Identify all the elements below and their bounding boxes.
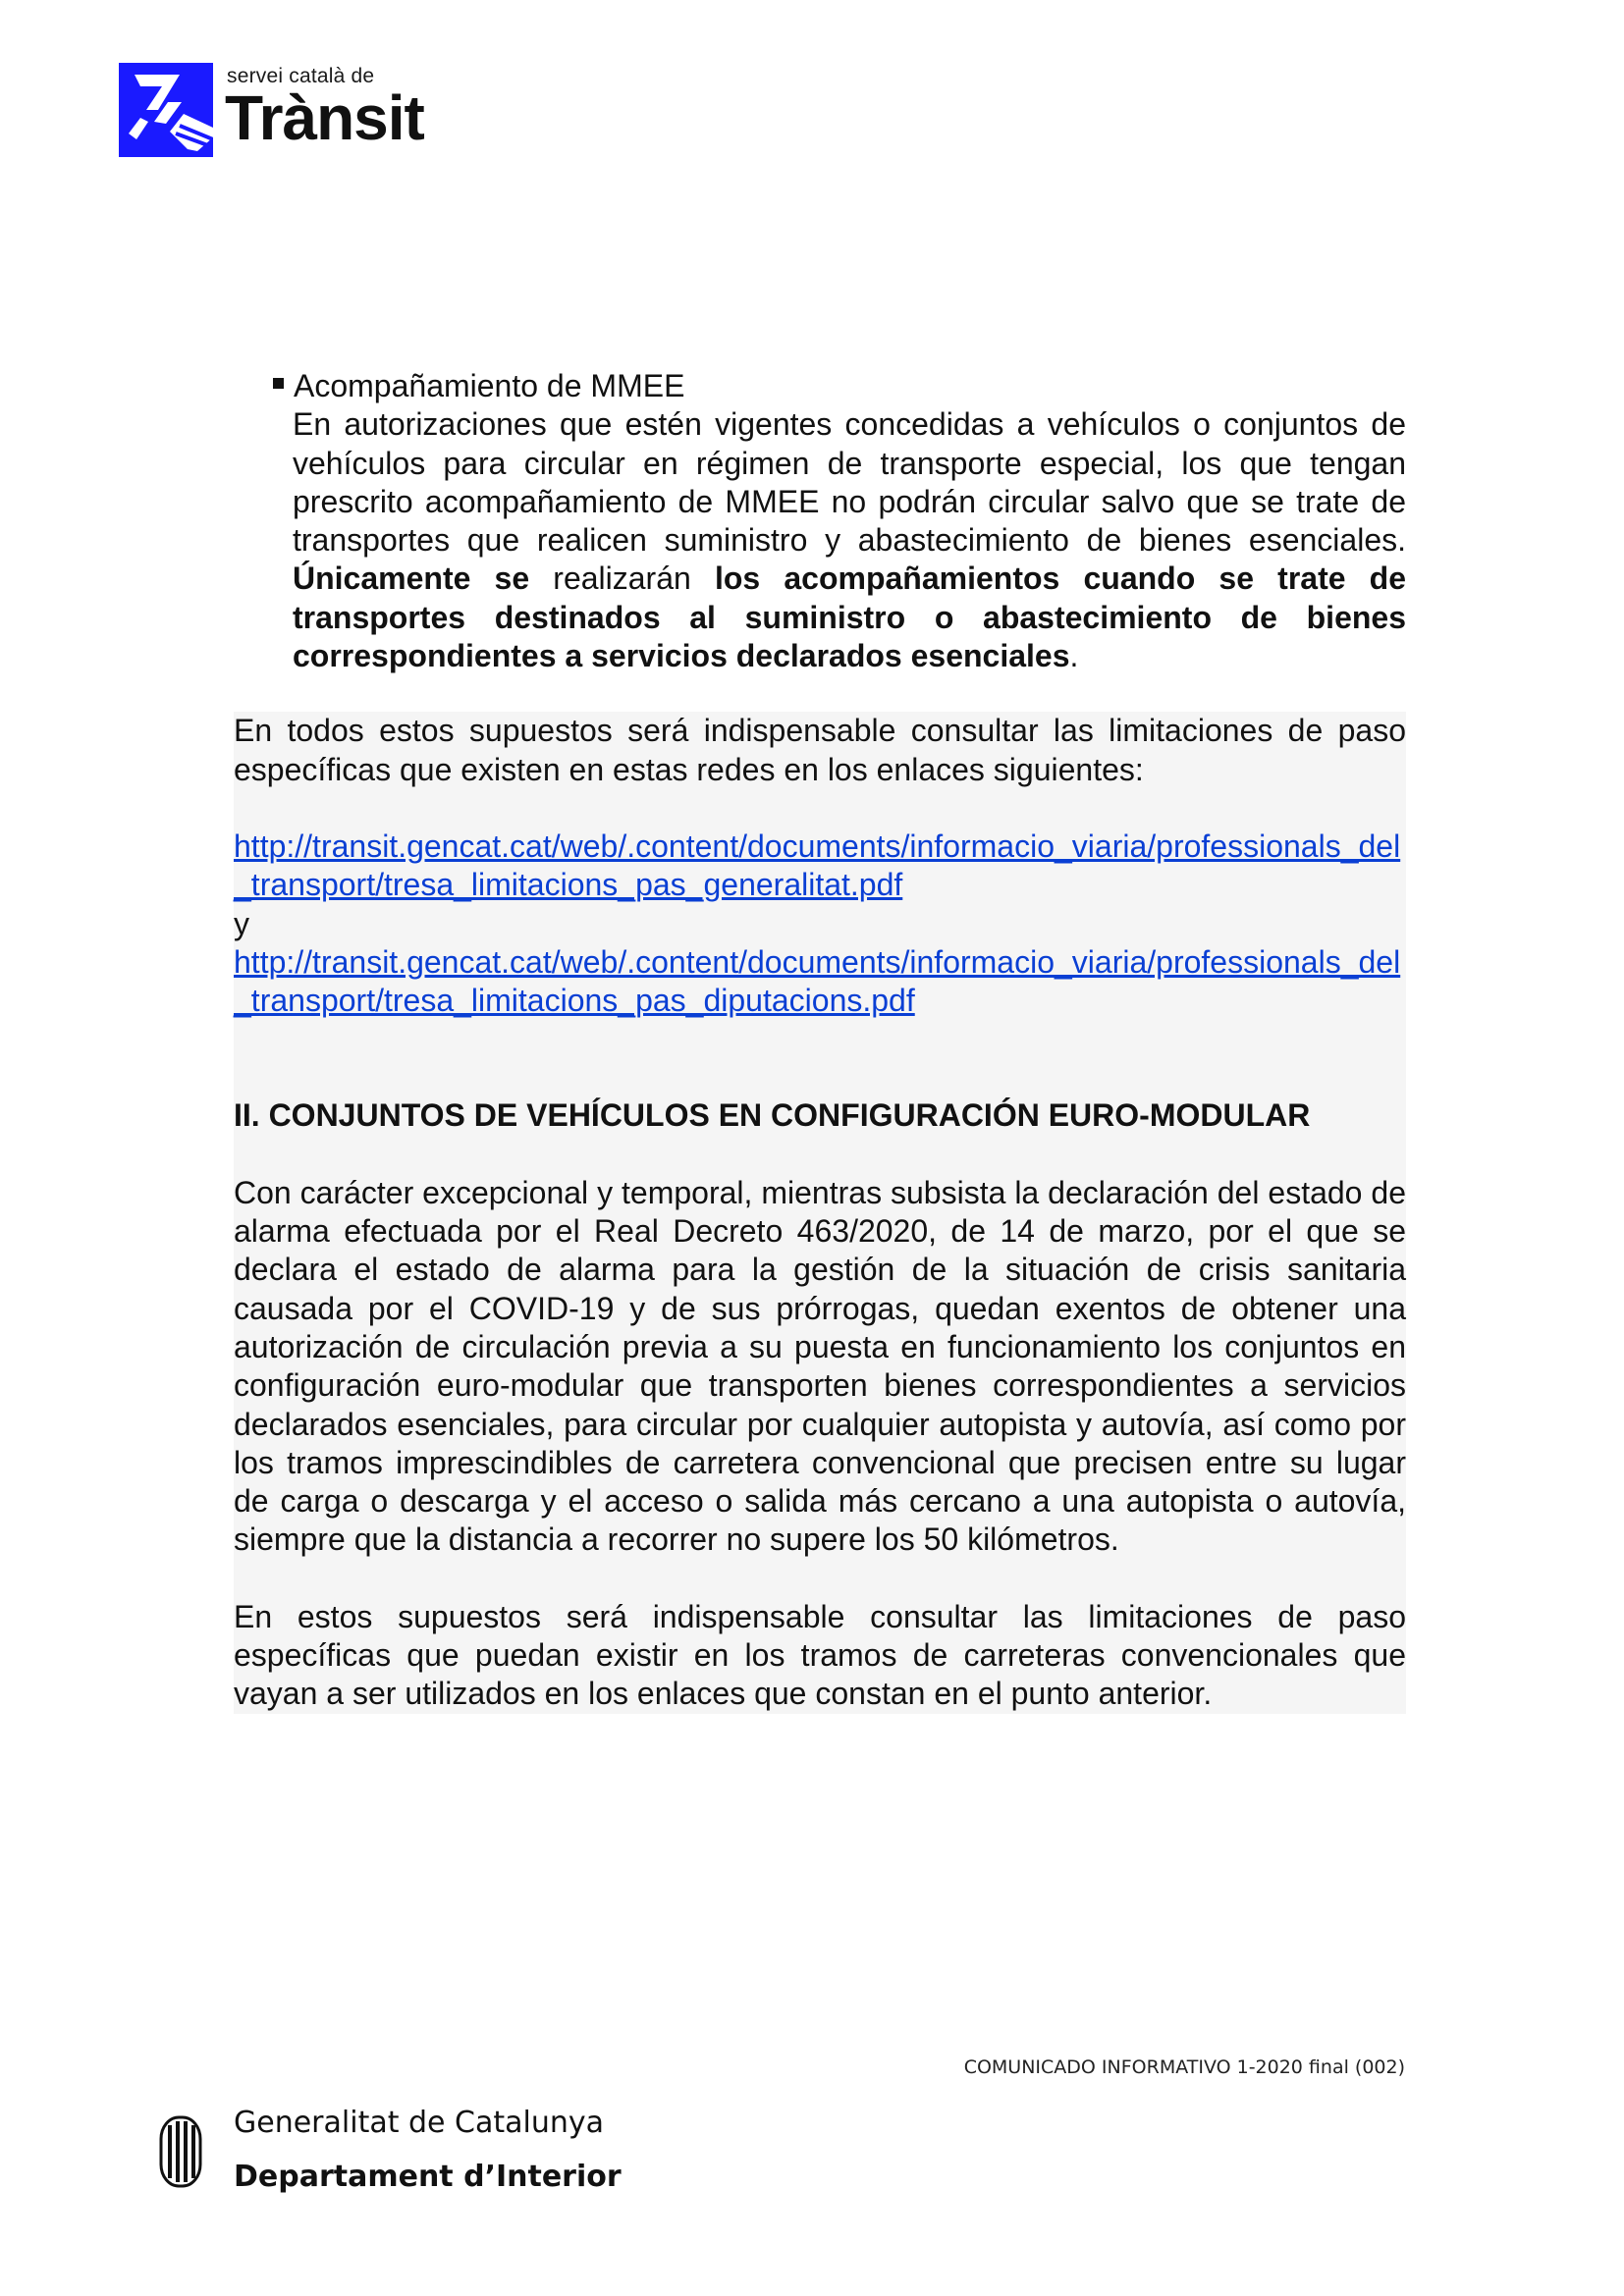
logo-title: Trànsit <box>225 82 424 153</box>
spacer <box>234 1560 1406 1598</box>
footer-government: Generalitat de Catalunya <box>234 2106 605 2140</box>
document-body <box>234 367 1406 1714</box>
bullet-text-plain: En autorizaciones que estén vigentes concedidas a vehículos o conjuntos de vehículos para circular en régimen de transporte especial, los que tengan prescrito acompañamiento de MMEE no podrán circular salvo que se trate de transportes que realicen suministro y abastecimiento de bienes esenciales. <box>293 406 1406 559</box>
bullet-text-end: . <box>1069 638 1079 674</box>
bullet-title-text: Acompañamiento de MMEE <box>294 368 685 403</box>
limits-paragraph: En todos estos supuestos será indispensable consultar las limitaciones de paso específicas que existen en estas redes en los enlaces siguientes: <box>234 713 1406 787</box>
shaded-block <box>234 712 1406 1713</box>
spacer <box>234 1136 1406 1174</box>
link-diputacions[interactable]: http://transit.gencat.cat/web/.content/documents/informacio_viaria/professionals_del_transport/tresa_limitacions_pas_diputacions.pdf <box>234 943 1401 1019</box>
bullet-text-bold-1: Únicamente se <box>293 561 530 597</box>
transit-logo <box>119 63 462 157</box>
transit-logo-icon <box>119 63 213 157</box>
spacer <box>234 675 1406 712</box>
generalitat-seal-icon <box>159 2115 202 2188</box>
links-connector: y <box>234 905 249 941</box>
logo-subtitle: servei català de <box>227 65 375 87</box>
spacer <box>234 789 1406 828</box>
bullet-text-bold-2: los acompañamientos cuando se trate de transportes destinados al suministro o abastecimiento de bienes correspondientes a servicios declarados esenciales <box>293 561 1407 674</box>
link-generalitat[interactable]: http://transit.gencat.cat/web/.content/documents/informacio_viaria/professionals_del_transport/tresa_limitacions_pas_generalitat.pdf <box>234 828 1401 903</box>
bullet-text-plain-2: realizarán <box>529 561 715 597</box>
document-reference: COMUNICADO INFORMATIVO 1-2020 final (002) <box>963 2056 1405 2078</box>
spacer <box>234 1020 1406 1096</box>
footer-department: Departament d’Interior <box>234 2160 622 2194</box>
section-paragraph: Con carácter excepcional y temporal, mientras subsista la declaración del estado de alarma efectuada por el Real Decreto 463/2020, de 14 de marzo, por el que se declara el estado de alarma para la gestión de la situación de crisis sanitaria causada por el COVID-19 y de sus prórrogas, quedan exentos de obtener una autorización de circulación previa a su puesta en funcionamiento los conjuntos en configuración euro-modular que transporten bienes correspondientes a servicios declarados esenciales, para circular por cualquier autopista y autovía, así como por los tramos imprescindibles de carretera convencional que precisen entre su lugar de carga o descarga y el acceso o salida más cercano a una autopista o autovía, siempre que la distancia a recorrer no supere los 50 kilómetros. <box>234 1174 1406 1558</box>
square-bullet-icon <box>273 378 284 389</box>
links-block <box>234 828 1406 1020</box>
bullet-paragraph <box>293 405 1406 675</box>
closing-paragraph: En estos supuestos será indispensable consultar las limitaciones de paso específicas que puedan existir en los tramos de carreteras convencionales que vayan a ser utilizados en los enlaces que constan en el punto anterior. <box>234 1598 1406 1712</box>
section-heading: II. CONJUNTOS DE VEHÍCULOS EN CONFIGURACIÓN EURO-MODULAR <box>234 1097 1311 1134</box>
bullet-title <box>273 367 1406 405</box>
bullet-item <box>293 367 1406 675</box>
